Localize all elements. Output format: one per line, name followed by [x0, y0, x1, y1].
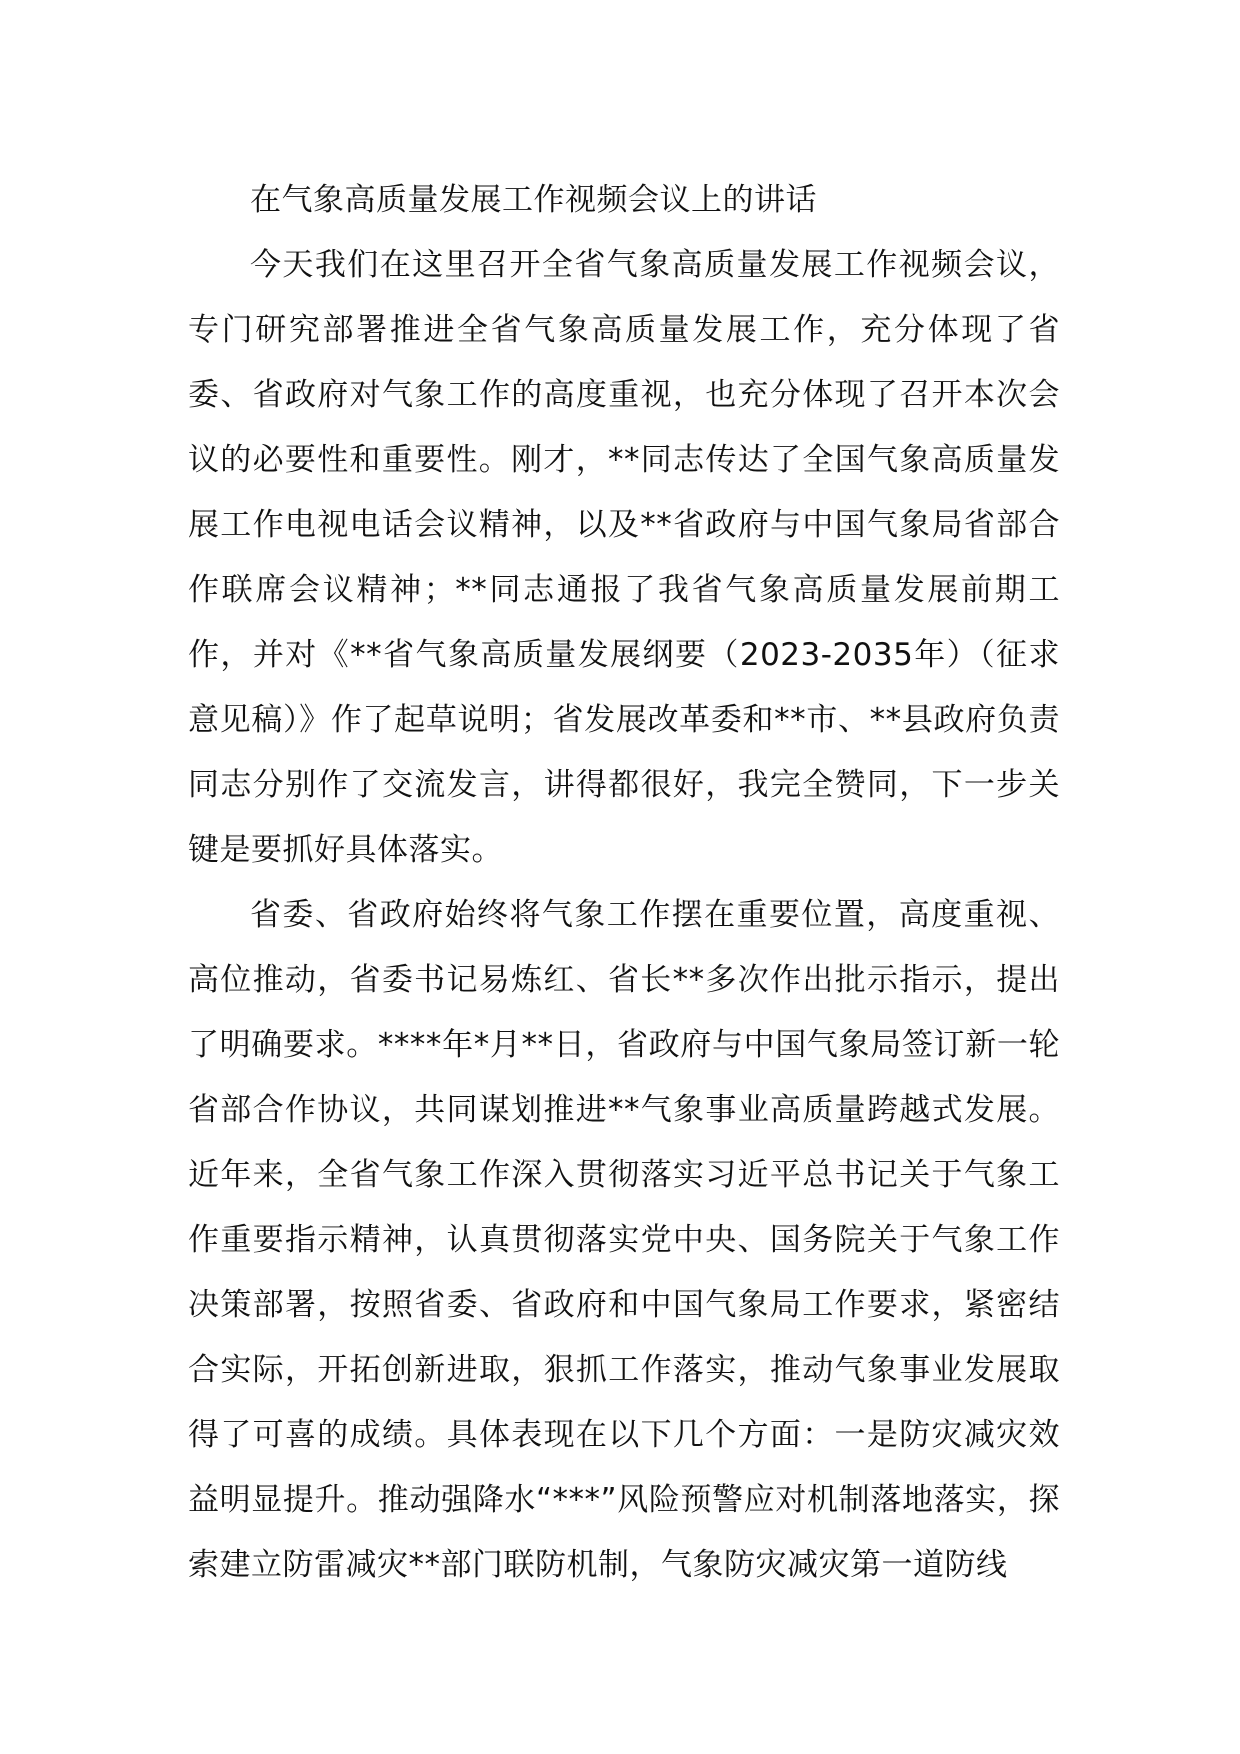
paragraph-1: 今天我们在这里召开全省气象高质量发展工作视频会议，专门研究部署推进全省气象高质量发展工作，充分体现了省委、省政府对气象工作的高度重视，也充分体现了召开本次会议的必要性和重要性。刚才，**同志传达了全国气象高质量发展工作电视电话会议精神，以及**省政府与中国气象局省部合作联席会议精神；**同志通报了我省气象高质量发展前期工作，并对《**省气象高质量发展纲要（2023-2035年）（征求意见稿）》作了起草说明；省发展改革委和**市、**县政府负责同志分别作了交流发言，讲得都很好，我完全赞同，下一步关键是要抓好具体落实。: [188, 247, 1060, 868]
paragraph-2: 省委、省政府始终将气象工作摆在重要位置，高度重视、高位推动，省委书记易炼红、省长**多次作出批示指示，提出了明确要求。****年*月**日，省政府与中国气象局签订新一轮省部合作协议，共同谋划推进**气象事业高质量跨越式发展。近年来，全省气象工作深入贯彻落实习近平总书记关于气象工作重要指示精神，认真贯彻落实党中央、国务院关于气象工作决策部署，按照省委、省政府和中国气象局工作要求，紧密结合实际，开拓创新进取，狠抓工作落实，推动气象事业发展取得了可喜的成绩。具体表现在以下几个方面：一是防灾减灾效益明显提升。推动强降水“***”风险预警应对机制落地落实，探索建立防雷减灾**部门联防机制，气象防灾减灾第一道防线: [188, 897, 1060, 1583]
document-body: [188, 168, 1060, 1598]
document-title: 在气象高质量发展工作视频会议上的讲话: [250, 182, 817, 218]
